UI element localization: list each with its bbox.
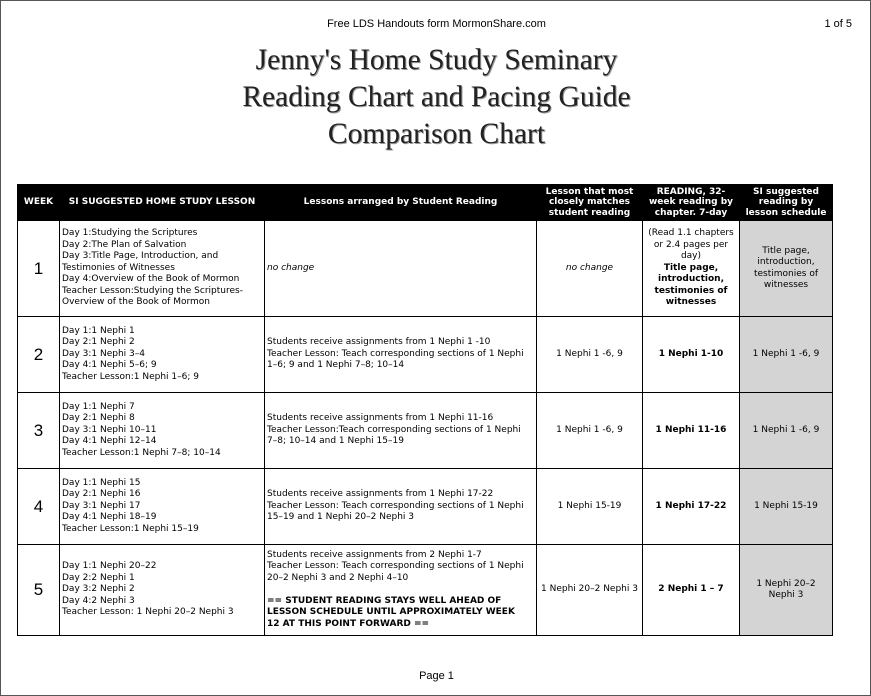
lesson-line: Day 1:1 Nephi 1 [62,325,135,336]
lesson-cell [60,317,265,393]
lesson-line: Teacher Lesson: 1 Nephi 20–2 Nephi 3 [62,607,234,618]
lesson-line: Overview of the Book of Mormon [62,297,210,308]
arranged-cell [265,393,537,469]
reading-cell: 1 Nephi 1-10 [643,317,740,393]
lesson-line: Day 2:2 Nephi 1 [62,572,135,583]
arranged-line: 1–6; 9 and 1 Nephi 7–8; 10–14 [267,360,405,371]
arranged-cell [265,317,537,393]
lesson-cell [60,469,265,545]
title-line-1: Jenny's Home Study Seminary [255,44,618,76]
lesson-line: Day 1:1 Nephi 7 [62,401,135,412]
reading-cell: 1 Nephi 17-22 [643,469,740,545]
header-lesson: SI SUGGESTED HOME STUDY LESSON [60,185,265,221]
schedule-cell: 1 Nephi 15-19 [740,469,833,545]
lesson-line: Day 2:The Plan of Salvation [62,239,187,250]
arranged-cell: no change [265,221,537,317]
arranged-line: Students receive assignments from 2 Nephi 1-7 [267,549,482,560]
arranged-line: Teacher Lesson: Teach corresponding sections of 1 Nephi [267,348,524,359]
arranged-cell [265,469,537,545]
header-week: WEEK [18,185,60,221]
arranged-line: Students receive assignments from 1 Nephi 17-22 [267,489,494,500]
schedule-cell: Title page, introduction, testimonies of witnesses [740,221,833,317]
match-cell: 1 Nephi 20–2 Nephi 3 [537,545,643,636]
lesson-line: Teacher Lesson:Studying the Scriptures- [62,285,243,296]
lesson-line: Day 4:1 Nephi 18–19 [62,512,157,523]
schedule-cell: 1 Nephi 1 -6, 9 [740,393,833,469]
arranged-line: Teacher Lesson:Teach corresponding sections of 1 Nephi [267,424,521,435]
arranged-note-line: == STUDENT READING STAYS WELL AHEAD OF [267,595,502,606]
title-line-3: Comparison Chart [327,118,546,150]
lesson-line: Teacher Lesson:1 Nephi 1–6; 9 [62,371,199,382]
schedule-cell: 1 Nephi 20–2 Nephi 3 [740,545,833,636]
lesson-line: Day 2:1 Nephi 16 [62,489,141,500]
reading-note: (Read 1.1 chapters or 2.4 pages per day) [648,228,734,262]
lesson-line: Day 2:1 Nephi 2 [62,337,135,348]
match-cell: 1 Nephi 1 -6, 9 [537,317,643,393]
arranged-line: Teacher Lesson: Teach corresponding sections of 1 Nephi [267,561,524,572]
arranged-note-line: 12 AT THIS POINT FORWARD == [267,618,430,629]
lesson-line: Day 3:Title Page, Introduction, and [62,251,219,262]
table-row [18,545,833,636]
week-number: 3 [18,393,60,469]
arranged-line: 20–2 Nephi 3 and 2 Nephi 4–10 [267,572,409,583]
lesson-line: Day 3:1 Nephi 10–11 [62,424,157,435]
table-row [18,317,833,393]
header-match: Lesson that most closely matches student reading [537,185,643,221]
arranged-spacer [267,584,534,596]
lesson-line: Teacher Lesson:1 Nephi 15–19 [62,523,199,534]
reading-cell: 1 Nephi 11-16 [643,393,740,469]
table-row [18,393,833,469]
title-line-2: Reading Chart and Pacing Guide [242,81,631,113]
lesson-line: Day 4:1 Nephi 5–6; 9 [62,360,157,371]
lesson-cell [60,545,265,636]
table-header-row [18,185,833,221]
arranged-line: 15–19 and 1 Nephi 20–2 Nephi 3 [267,512,415,523]
arranged-line: Students receive assignments from 1 Nephi 11-16 [267,413,494,424]
table-row [18,469,833,545]
week-number: 2 [18,317,60,393]
lesson-cell [60,393,265,469]
week-number: 4 [18,469,60,545]
header-arranged: Lessons arranged by Student Reading [265,185,537,221]
lesson-line: Day 4:2 Nephi 3 [62,595,135,606]
page-count: 1 of 5 [824,18,852,30]
reading-assignment: Title page, introduction, testimonies of witnesses [654,262,728,308]
header-schedule: SI suggested reading by lesson schedule [740,185,833,221]
source-header: Free LDS Handouts form MormonShare.com [327,18,546,30]
match-cell: no change [537,221,643,317]
lesson-line: Day 2:1 Nephi 8 [62,413,135,424]
match-cell: 1 Nephi 1 -6, 9 [537,393,643,469]
lesson-line: Day 3:2 Nephi 2 [62,584,135,595]
week-number: 1 [18,221,60,317]
lesson-line: Day 4:Overview of the Book of Mormon [62,274,240,285]
reading-cell [643,221,740,317]
lesson-line: Day 3:1 Nephi 17 [62,500,141,511]
table-row [18,221,833,317]
lesson-line: Day 4:1 Nephi 12–14 [62,436,157,447]
lesson-line: Testimonies of Witnesses [62,262,175,273]
lesson-line: Day 1:Studying the Scriptures [62,228,198,239]
comparison-table [17,184,833,636]
lesson-cell [60,221,265,317]
lesson-line: Day 3:1 Nephi 3–4 [62,348,145,359]
lesson-line: Teacher Lesson:1 Nephi 7–8; 10–14 [62,447,221,458]
document-title [1,42,871,153]
lesson-line: Day 1:1 Nephi 15 [62,477,141,488]
header-reading: READING, 32-week reading by chapter. 7-day [643,185,740,221]
reading-cell: 2 Nephi 1 – 7 [643,545,740,636]
lesson-line: Day 1:1 Nephi 20–22 [62,561,157,572]
schedule-cell: 1 Nephi 1 -6, 9 [740,317,833,393]
week-number: 5 [18,545,60,636]
match-cell: 1 Nephi 15-19 [537,469,643,545]
page-footer: Page 1 [419,670,454,682]
arranged-note-line: LESSON SCHEDULE UNTIL APPROXIMATELY WEEK [267,607,515,618]
arranged-line: Teacher Lesson: Teach corresponding sections of 1 Nephi [267,500,524,511]
arranged-line: 7–8; 10–14 and 1 Nephi 15–19 [267,436,404,447]
arranged-line: Students receive assignments from 1 Nephi 1 -10 [267,337,491,348]
arranged-cell [265,545,537,636]
